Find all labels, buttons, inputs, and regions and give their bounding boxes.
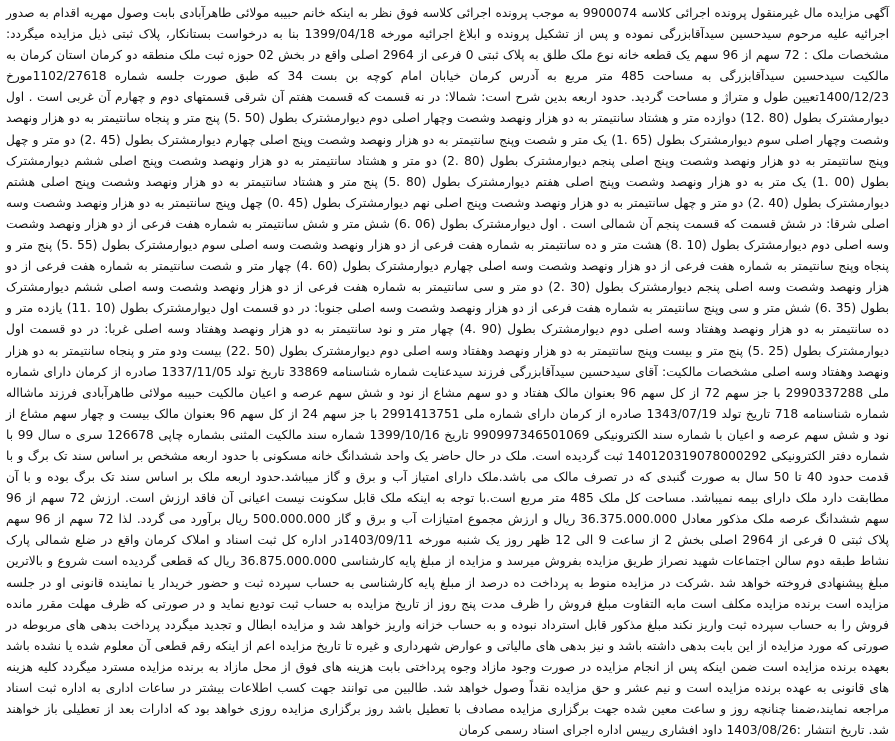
auction-notice-body: آگهی مزایده مال غیرمنقول پرونده اجرائی کلاسه 9900074 به موجب پرونده اجرائی کلاسه فوق نظر به اینکه خانم حبیبه مولائی طاهرآبادی بابت وصول مهریه اقدام به صدور اجرائیه علیه مرحوم سیدحسین سیدآقابزرگی نموده و پس از تشکیل پرونده و ابلاغ اجرائیه مورخه 1399/04/18 بنا به درخواست بستانکار، پلاک ثبتی ذیل مزایده میگردد: مشخصات ملک : 72 سهم از 96 سهم یک قطعه خانه نوع ملک طلق به پلاک ثبتی 0 فرعی از 2964 اصلی واقع در بخش 02 حوزه ثبت ملک منطقه دو کرمان استان کرمان به مالکیت سیدحسین سیدآقابزرگی به مساحت 485 متر مربع به آدرس کرمان خیابان امام کوچه بن بست 34 که طبق صورت جلسه شماره 1102/27618مورخ 1400/12/23تعیین طول و متراژ و مساحت گردید. حدود اربعه بدین شرح است: شمالا: در نه قسمت که قسمت هفتم آن شرقی قسمتهای دوم و چهارم آن غربی است . اول دیوارمشترک بطول (80 .12) دوازده متر و هشتاد سانتیمتر به دو هزار ونهصد وشصت وچهار اصلی دوم دیوارمشترک بطول (50 .5) پنج متر و پنجاه سانتیمتر به دو هزار ونهصد وشصت وچهار اصلی سوم دیوارمشترک بطول (65 .1) یک متر و شصت وپنج سانتیمتر به دو هزار ونهصد وشصت وپنج اصلی چهارم دیوارمشترک بطول (45 .2) دو متر و چهل وپنج سانتیمتر به دو هزار ونهصد وشصت وپنج اصلی پنجم دیوارمشترک بطول (80 .2) دو متر و هشتاد سانتیمتر به دو هزار ونهصد وشصت وپنج اصلی ششم دیوارمشترک بطول (00 .1) یک متر به دو هزار ونهصد وشصت وپنج اصلی هفتم دیوارمشترک بطول (80 .5) پنج متر و هشتاد سانتیمتر به دو هزار ونهصد وشصت وپنج اصلی هشتم دیوارمشترک بطول (40 .2) دو متر و چهل سانتیمتر به دو هزار ونهصد وشصت وپنج اصلی نهم دیوارمشترک بطول (45 .0) چهل وپنج سانتیمتر به دو هزار ونهصد وشصت وسه اصلی شرقا: در شش قسمت که قسمت پنجم آن شمالی است . اول دیوارمشترک بطول (06 .6) شش متر و شش سانتیمتر به شماره هفت فرعی از دو هزار ونهصد وشصت وسه اصلی دوم دیوارمشترک بطول (10 .8) هشت متر و ده سانتیمتر به شماره هفت فرعی از دو هزار ونهصد وشصت وسه اصلی سوم دیوارمشترک بطول (55 .5) پنج متر و پنجاه وپنج سانتیمتر به شماره هفت فرعی از دو هزار ونهصد وشصت وسه اصلی چهارم دیوارمشترک بطول (60 .4) چهار متر و شصت سانتیمتر به شماره هفت فرعی از دو هزار ونهصد وشصت وسه اصلی پنجم دیوارمشترک بطول (30 .2) دو متر و سی سانتیمتر به شماره هفت فرعی از دو هزار ونهصد وشصت وسه اصلی ششم دیوارمشترک بطول (35 .6) شش متر و سی وپنج سانتیمتر به شماره هفت فرعی از دو هزار ونهصد وشصت وسه اصلی جنوبا: در دو قسمت اول دیوارمشترک بطول (10 .11) یازده متر و ده سانتیمتر به دو هزار ونهصد وهفتاد وسه اصلی دوم دیوارمشترک بطول (90 .4) چهار متر و نود سانتیمتر به دو هزار ونهصد وهفتاد وسه اصلی غربا: در دو قسمت اول دیوارمشترک بطول (25 .5) پنج متر و بیست وپنج سانتیمتر به دو هزار ونهصد وهفتاد وسه اصلی دوم دیوارمشترک بطول (50 .22) بیست ودو متر و پنجاه سانتیمتر به دو هزار ونهصد وهفتاد وسه اصلی مشخصات مالکیت: آقای سیدحسین سیدآقابزرگی فرزند سیدعنایت شماره شناسنامه 33869 تاریخ تولد 1337/11/05 صادره از کرمان دارای شماره ملی 2990337288 با جز سهم 72 از کل سهم 96 بعنوان مالک هفتاد و دو سهم مشاع از نود و شش سهم عرصه و اعیان مالکیت حبیبه مولائی طاهرآبادی فرزند ماشااله شماره شناسنامه 718 تاریخ تولد 1343/07/19 صادره از کرمان دارای شماره ملی 2991413751 با جز سهم 24 از کل سهم 96 بعنوان مالک بیست و چهار سهم مشاع از نود و شش سهم عرصه و اعیان با شماره سند الکترونیکی 990997346501069 تاریخ 1399/10/16 شماره سند مالکیت المثنی بشماره چاپی 126678 سری ه سال 99 با شماره دفتر الکترونیکی 140120319078000292 ثبت گردیده است. ملک در حال حاضر یک واحد ششدانگ خانه مسکونی با حدود اربعه مشخص بر اساس سند تک برگ و با قدمت حدود 40 تا 50 سال به صورت گنبدی که در تصرف مالک می باشد.ملک دارای امتیاز آب و برق و گاز میباشد.حدود اربعه ملک بر اساس سند تک برگ بوده و با آن مطابقت دارد ملک دارای بیمه نمیباشد. مساحت کل ملک 485 متر مربع است.با توجه به اینکه ملک قابل سکونت نیست اعیانی آن فاقد ارزش است. ارزش 72 سهم از 96 سهم ششدانگ عرصه ملک مذکور معادل 36.375.000.000 ریال و ارزش مجموع امتیازات آب و برق و گاز 500.000.000 ریال برآورد می گردد. لذا 72 سهم از 96 سهم پلاک ثبتی 0 فرعی از 2964 اصلی بخش 2 از ساعت 9 الی 12 ظهر روز یک شنبه مورخه 1403/09/11در اداره کل ثبت اسناد و املاک کرمان واقع در ضلع شمالی پارک نشاط طبقه دوم سالن اجتماعات شهید نصراز طریق مزایده بفروش میرسد و مزایده از مبلغ پایه کارشناسی 36.875.000.000 ریال که قطعی گردیده است شروع و بالاترین مبلغ پیشنهادی فروخته خواهد شد .شرکت در مزایده منوط به پرداخت ده درصد از مبلغ پایه کارشناسی به حساب سپرده ثبت و حضور خریدار یا نماینده قانونی او در جلسه مزایده است برنده مزایده مکلف است مابه التفاوت مبلغ فروش را ظرف مدت پنج روز از تاریخ مزایده به حساب ثبت تودیع نماید و در صورتی که ظرف مهلت مقرر مانده فروش را به حساب سپرده ثبت واریز نکند مبلغ مذکور قابل استرداد نبوده و به حساب خزانه واریز خواهد شد و مزایده ابطال و تجدید میگردد پرداخت بدهی های مربوطه در صورتی که مورد مزایده از این بابت بدهی داشته باشد و نیز بدهی های مالیاتی و عوارض شهرداری و غیره تا تاریخ مزایده اعم از اینکه رقم قطعی آن معلوم شده یا نشده باشد بعهده برنده مزایده است ضمن اینکه پس از انجام مزایده در صورت وجود مازاد وجوه پرداختی بابت هزینه های فوق از محل مازاد به برنده مزایده مسترد میگردد کلیه هزینه های قانونی به عهده برنده مزایده است و نیم عشر و حق مزایده نقداً وصول خواهد شد. طالبین می توانند جهت کسب اطلاعات بیشتر در ساعات اداری به اداره ثبت اسناد مراجعه نمایند،ضمنا چنانچه روز و ساعت معین شده جهت برگزاری مزایده مصادف با تعطیل باشد روز برگزاری مزایده روزی خواهد بود که ادارات بعد از تعطیلی باز خواهند شد. تاریخ انتشار :1403/08/26 داود افشاری رییس اداره اجرای اسناد رسمی کرمان xyxy=(6,6,890,738)
